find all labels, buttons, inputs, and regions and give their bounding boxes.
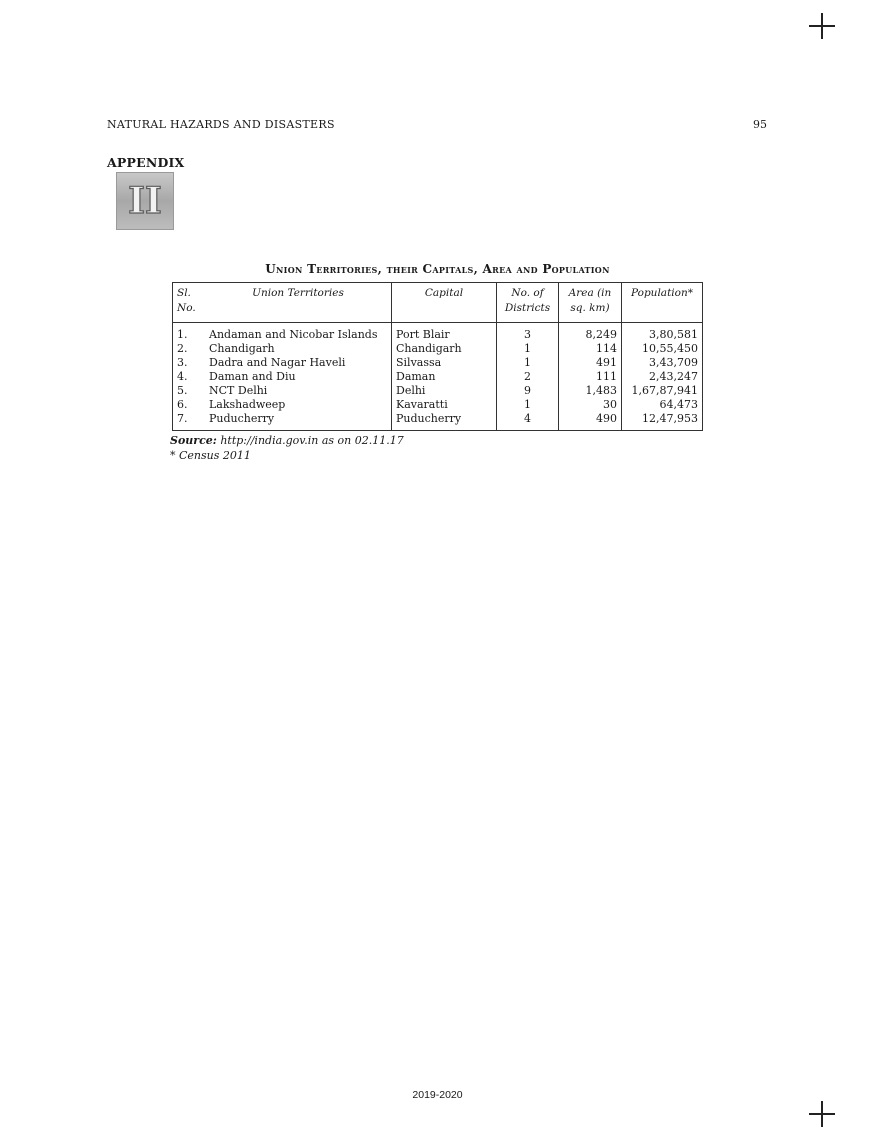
cell-population: 1,67,87,941 bbox=[622, 384, 703, 398]
cell-union-territory: Chandigarh bbox=[209, 342, 275, 355]
appendix-numeral: II bbox=[128, 180, 162, 222]
table-header-row bbox=[173, 283, 703, 323]
cell-capital: Puducherry bbox=[392, 412, 497, 431]
source-text: http://india.gov.in as on 02.11.17 bbox=[220, 434, 404, 447]
footer-year: 2019-2020 bbox=[412, 1089, 463, 1101]
cell-population: 3,80,581 bbox=[622, 323, 703, 343]
cell-districts: 3 bbox=[497, 323, 559, 343]
crop-mark-bottom-right bbox=[809, 1101, 835, 1127]
cell-union-territory: Puducherry bbox=[209, 412, 275, 425]
col-header-area: Area (in sq. km) bbox=[559, 283, 622, 323]
cell-population: 3,43,709 bbox=[622, 356, 703, 370]
cell-capital: Daman bbox=[392, 370, 497, 384]
cell-population: 12,47,953 bbox=[622, 412, 703, 431]
cell-capital: Port Blair bbox=[392, 323, 497, 343]
running-title: NATURAL HAZARDS AND DISASTERS bbox=[107, 118, 335, 131]
table-row bbox=[173, 370, 703, 384]
cell-area: 8,249 bbox=[559, 323, 622, 343]
col-header-population: Population* bbox=[622, 283, 703, 323]
cell-union-territory: NCT Delhi bbox=[209, 384, 268, 397]
page-number: 95 bbox=[753, 118, 767, 131]
table-row bbox=[173, 323, 703, 343]
cell-districts: 1 bbox=[497, 398, 559, 412]
cell-sl-no: 1. bbox=[177, 328, 188, 341]
cell-sl-no: 4. bbox=[177, 370, 188, 383]
crop-mark-top-right bbox=[809, 13, 835, 39]
cell-union-territory: Andaman and Nicobar Islands bbox=[209, 328, 378, 341]
source-note bbox=[170, 434, 404, 447]
union-territories-table bbox=[172, 282, 703, 431]
census-note: * Census 2011 bbox=[170, 449, 251, 462]
source-label: Source: bbox=[170, 434, 217, 447]
cell-sl-no: 5. bbox=[177, 384, 188, 397]
table-row bbox=[173, 412, 703, 431]
table-row bbox=[173, 356, 703, 370]
cell-area: 490 bbox=[559, 412, 622, 431]
cell-districts: 4 bbox=[497, 412, 559, 431]
cell-sl-no: 2. bbox=[177, 342, 188, 355]
cell-sl-no: 6. bbox=[177, 398, 188, 411]
cell-sl-no: 7. bbox=[177, 412, 188, 425]
appendix-numeral-badge bbox=[116, 172, 174, 230]
cell-capital: Delhi bbox=[392, 384, 497, 398]
col-header-union-territories: Union Territories bbox=[205, 283, 392, 323]
table-row bbox=[173, 384, 703, 398]
cell-union-territory: Daman and Diu bbox=[209, 370, 296, 383]
table-title: Union Territories, their Capitals, Area and Population bbox=[265, 262, 610, 276]
col-header-sl-no bbox=[173, 283, 206, 323]
cell-area: 111 bbox=[559, 370, 622, 384]
appendix-label: APPENDIX bbox=[107, 155, 185, 170]
cell-union-territory: Dadra and Nagar Haveli bbox=[209, 356, 346, 369]
cell-population: 2,43,247 bbox=[622, 370, 703, 384]
cell-districts: 2 bbox=[497, 370, 559, 384]
table-row bbox=[173, 398, 703, 412]
cell-capital: Silvassa bbox=[392, 356, 497, 370]
cell-population: 10,55,450 bbox=[622, 342, 703, 356]
col-header-sl-no-text: Sl. No. bbox=[177, 287, 196, 314]
col-header-districts: No. of Districts bbox=[497, 283, 559, 323]
cell-capital: Kavaratti bbox=[392, 398, 497, 412]
table-row bbox=[173, 342, 703, 356]
cell-area: 491 bbox=[559, 356, 622, 370]
cell-area: 114 bbox=[559, 342, 622, 356]
cell-districts: 1 bbox=[497, 356, 559, 370]
col-header-capital: Capital bbox=[392, 283, 497, 323]
cell-population: 64,473 bbox=[622, 398, 703, 412]
cell-capital: Chandigarh bbox=[392, 342, 497, 356]
cell-area: 1,483 bbox=[559, 384, 622, 398]
cell-sl-no: 3. bbox=[177, 356, 188, 369]
cell-area: 30 bbox=[559, 398, 622, 412]
cell-districts: 9 bbox=[497, 384, 559, 398]
cell-union-territory: Lakshadweep bbox=[209, 398, 286, 411]
cell-districts: 1 bbox=[497, 342, 559, 356]
